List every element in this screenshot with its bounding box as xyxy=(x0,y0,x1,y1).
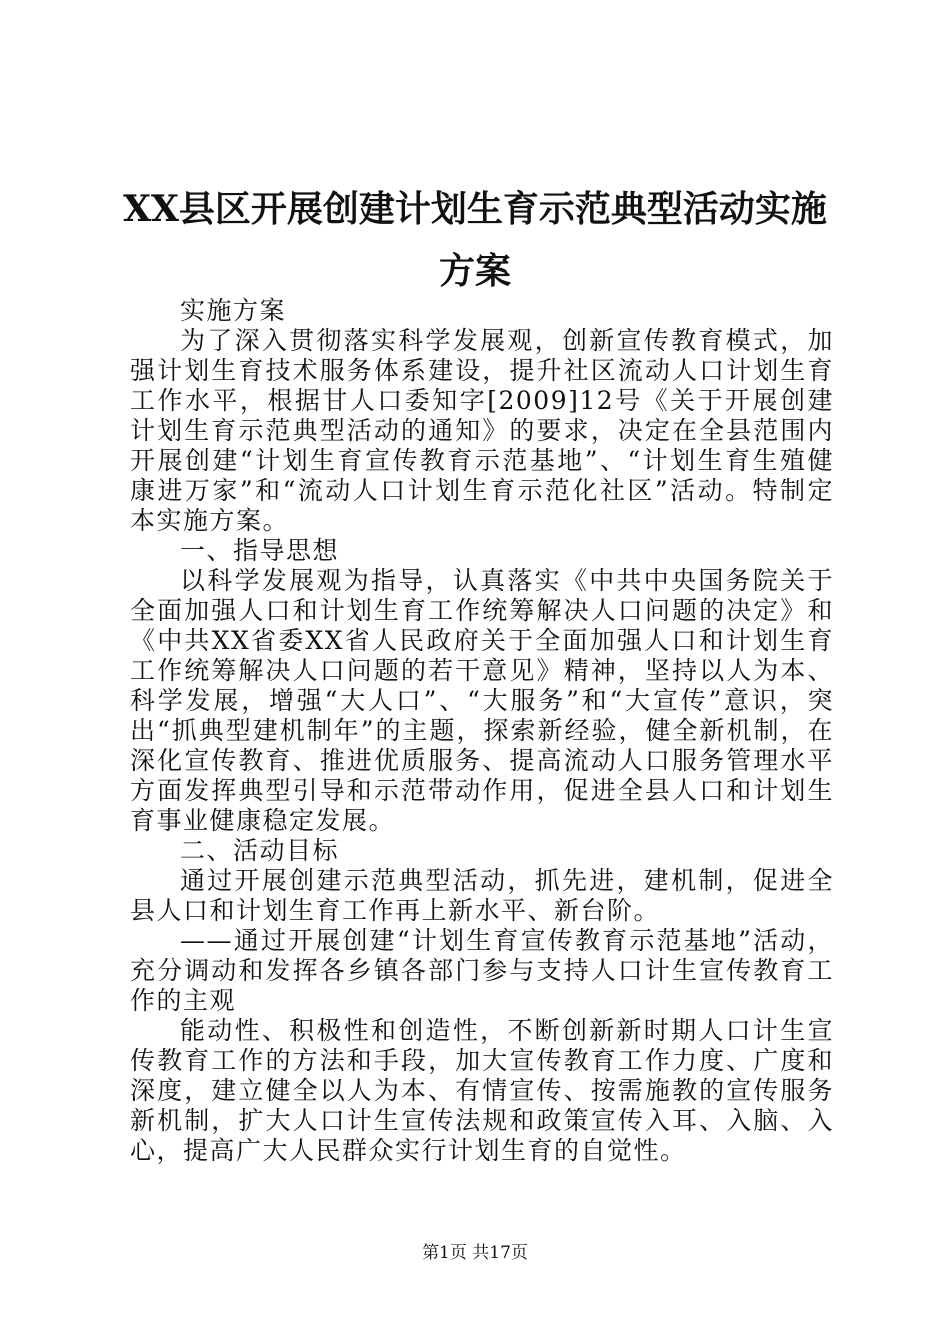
heading-activity-goals: 二、活动目标 xyxy=(180,836,340,865)
paragraph-guiding-ideology: 以科学发展观为指导，认真落实《中共中央国务院关于全面加强人口和计划生育工作统筹解决人口问题的决定》和《中共XX省委XX省人民政府关于全面加强人口和计划生育工作统筹解决人口问题的若干意见》精神，坚持以人为本、科学发展，增强“大人口”、“大服务”和“大宣传”意识，突出“抓典型建机制年”的主题，探索新经验，健全新机制，在深化宣传教育、推进优质服务、提高流动人口服务管理水平方面发挥典型引导和示范带动作用，促进全县人口和计划生育事业健康稳定发展。 xyxy=(130,566,834,835)
heading-guiding-ideology: 一、指导思想 xyxy=(180,536,340,565)
page-number: 第1页 共17页 xyxy=(422,1243,528,1263)
document-title: XX县区开展创建计划生育示范典型活动实施方案 xyxy=(123,188,827,292)
paragraph-initiative: 能动性、积极性和创造性，不断创新新时期人口计生宣传教育工作的方法和手段，加大宣传教育工作力度、广度和深度，建立健全以人为本、有情宣传、按需施教的宣传服务新机制，扩大人口计生宣传法规和政策宣传入耳、入脑、入心，提高广大人民群众实行计划生育的自觉性。 xyxy=(130,1016,834,1165)
paragraph-demonstration-base: ——通过开展创建“计划生育宣传教育示范基地”活动，充分调动和发挥各乡镇各部门参与支持人口计生宣传教育工作的主观 xyxy=(130,926,834,1015)
paragraph-activity-goals: 通过开展创建示范典型活动，抓先进，建机制，促进全县人口和计划生育工作再上新水平、新台阶。 xyxy=(130,866,834,925)
paragraph-intro: 为了深入贯彻落实科学发展观，创新宣传教育模式，加强计划生育技术服务体系建设，提升社区流动人口计划生育工作水平，根据甘人口委知字[2009]12号《关于开展创建计划生育示范典型活动的通知》的要求，决定在全县范围内开展创建“计划生育宣传教育示范基地”、“计划生育生殖健康进万家”和“流动人口计划生育示范化社区”活动。特制定本实施方案。 xyxy=(130,326,834,535)
document-body xyxy=(130,296,834,1166)
section-label-plan: 实施方案 xyxy=(180,296,287,325)
